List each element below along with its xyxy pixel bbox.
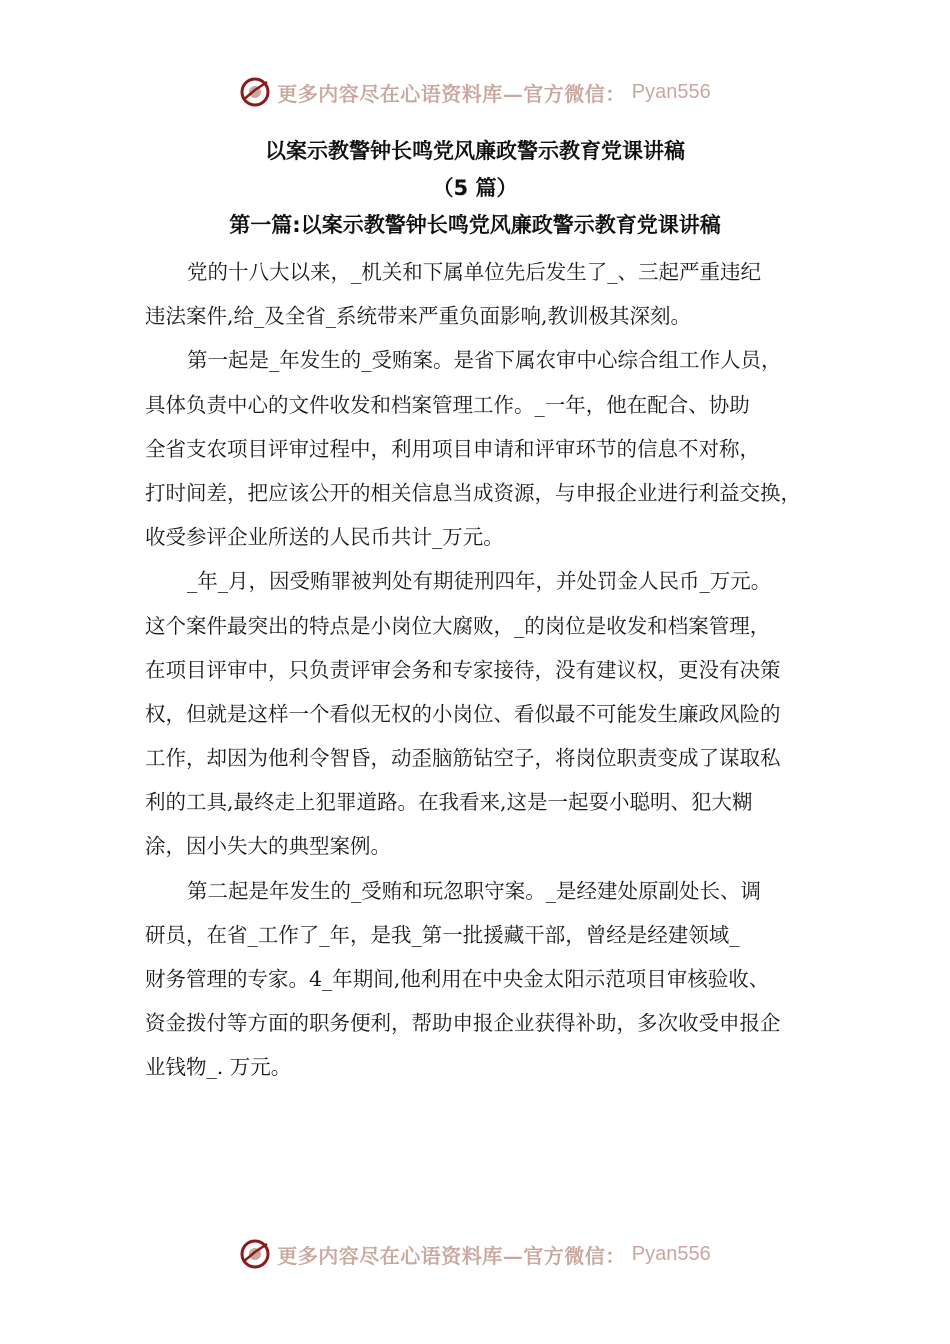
text-line: 收受参评企业所送的人民币共计_万元。: [145, 525, 504, 550]
header-banner-text: 更多内容尽在心语资料库—官方微信：: [277, 81, 626, 106]
logo-icon: [239, 76, 271, 108]
footer-banner: [0, 1236, 950, 1272]
text-line: 研员，在省_工作了_年，是我_第一批援藏干部，曾经是经建领域_: [145, 922, 740, 947]
text-line: 涂，因小失大的典型案例。: [145, 834, 391, 859]
text-line: 打时间差，把应该公开的相关信息当成资源，与申报企业进行利益交换，: [145, 480, 801, 505]
text-line: 党的十八大以来，_机关和下属单位先后发生了_、三起严重违纪: [187, 260, 761, 284]
document-title: 以案示教警钟长鸣党风廉政警示教育党课讲稿: [265, 139, 685, 163]
text-line: 业钱物_. 万元。: [145, 1055, 292, 1080]
body-text: [145, 250, 825, 1090]
footer-banner-text: 更多内容尽在心语资料库—官方微信：: [277, 1243, 626, 1268]
section-title: 第一篇:以案示教警钟长鸣党风廉政警示教育党课讲稿: [229, 213, 721, 237]
text-line: 权，但就是这样一个看似无权的小岗位、看似最不可能发生廉政风险的: [145, 701, 781, 726]
footer-wechat-id: Pyan556: [631, 1242, 711, 1265]
text-line: 资金拨付等方面的职务便利，帮助申报企业获得补助，多次收受申报企: [145, 1011, 781, 1036]
text-line: 第一起是_年发生的_受贿案。是省下属农审中心综合组工作人员，: [187, 348, 782, 373]
text-line: 全省支农项目评审过程中，利用项目申请和评审环节的信息不对称，: [145, 436, 760, 461]
document-title-count: （5 篇）: [432, 176, 518, 200]
header-banner: [0, 74, 950, 110]
text-line: 利的工具,最终走上犯罪道路。在我看来,这是一起耍小聪明、犯大糊: [145, 790, 753, 815]
text-line: _年_月，因受贿罪被判处有期徒刑四年，并处罚金人民币_万元。: [187, 569, 772, 594]
text-line: 工作，却因为他利令智昏，动歪脑筋钻空子，将岗位职责变成了谋取私: [145, 746, 781, 771]
text-line: 财务管理的专家。4_年期间,他利用在中央金太阳示范项目审核验收、: [145, 967, 770, 991]
text-line: 在项目评审中，只负责评审会务和专家接待，没有建议权，更没有决策: [145, 657, 781, 682]
text-line: 这个案件最突出的特点是小岗位大腐败，_的岗位是收发和档案管理，: [145, 613, 771, 638]
text-line: 违法案件,给_及全省_系统带来严重负面影响,教训极其深刻。: [145, 304, 692, 329]
header-wechat-id: Pyan556: [631, 80, 711, 103]
text-line: 第二起是年发生的_受贿和玩忽职守案。_是经建处原副处长、调: [187, 878, 761, 903]
logo-icon: [239, 1238, 271, 1270]
text-line: 具体负责中心的文件收发和档案管理工作。_一年，他在配合、协助: [145, 392, 750, 417]
